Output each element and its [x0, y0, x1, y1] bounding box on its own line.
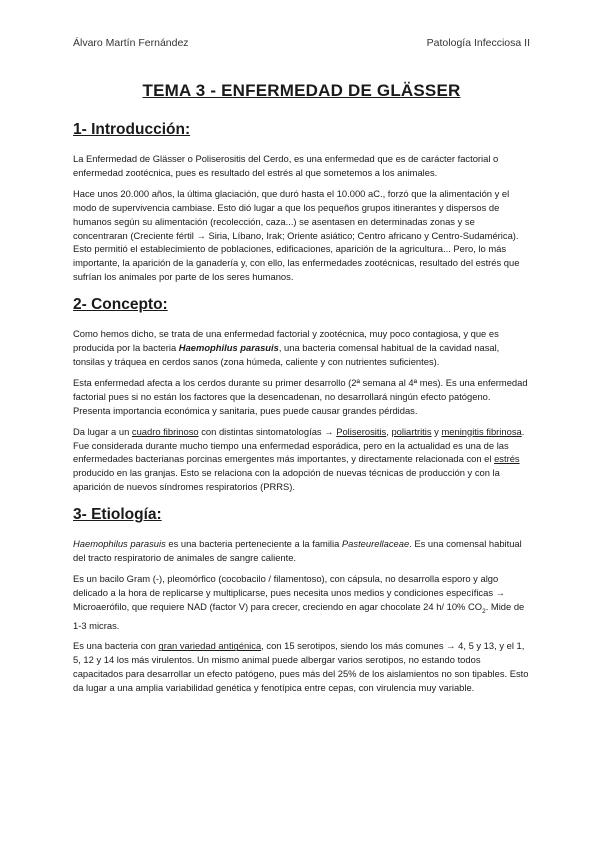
- bacteria-name: Haemophilus parasuis: [178, 342, 279, 354]
- underlined-term: meningitis fibrinosa: [441, 425, 522, 437]
- paragraph: La Enfermedad de Glässer o Poliserositis del Cerdo, es una enfermedad que es de carácter factorial o enfermedad zootécnica, pues es resultado del estrés al que sometemos a los animales.: [73, 153, 499, 178]
- running-header: [73, 37, 530, 49]
- paragraph: [73, 425, 530, 495]
- paragraph: [73, 639, 530, 695]
- text-run: , una bacteria comensal habitual de la cavidad nasal, tonsilas y tráquea en cerdos sanos (zona húmeda, caliente y con nutrientes suficientes).: [73, 342, 500, 367]
- text-run: Es un bacilo Gram (-), pleomórfico (cocobacilo / filamentoso), con cápsula, no desarrolla esporo y algo delicado a la hora de replicarse y multiplicarse, pues necesita unos medios y condiciones específicas → Microaerófilo, que requiere NAD (factor V) para crecer, creciendo en agar chocolate 24 h/ 10% CO: [73, 572, 505, 612]
- text-run: Da lugar a un: [73, 425, 132, 437]
- text-run: Es una bacteria con: [73, 640, 159, 652]
- underlined-term: poliartritis: [391, 425, 432, 437]
- text-run: con distintas sintomatologías →: [198, 425, 337, 437]
- header-course: Patología Infecciosa II: [426, 37, 530, 49]
- underlined-term: cuadro fibrinoso: [131, 425, 199, 437]
- paragraph: [73, 327, 530, 369]
- text-run: Como hemos dicho, se trata de una enfermedad factorial y zootécnica, muy poco contagiosa, y que es producida por la bacteria: [73, 328, 499, 354]
- text-run: y: [431, 425, 442, 437]
- underlined-term: Poliserositis: [336, 425, 387, 437]
- header-author: Álvaro Martín Fernández: [73, 37, 189, 49]
- section-introduccion: [73, 121, 530, 284]
- text-run: ,: [386, 425, 392, 437]
- section-concepto: [73, 296, 530, 494]
- section-heading: 2- Concepto:: [73, 296, 168, 314]
- family-name: Pasteurellaceae: [341, 538, 410, 550]
- bacteria-name: Haemophilus parasuis: [73, 538, 166, 550]
- text-run: . Fue considerada durante mucho tiempo una enfermedad esporádica, pero en la actualidad es una de las enfermedades bacterianas porcinas emergentes más importantes, y directamente relacionada con el: [73, 425, 525, 465]
- section-heading: 1- Introducción:: [73, 121, 191, 138]
- text-run: . Mide de 1-3 micras.: [73, 600, 525, 631]
- paragraph: [73, 537, 530, 565]
- text-run: producido en las granjas. Esto se relaciona con la adopción de nuevas técnicas de producción y con la aparición de nuevos síndromes respiratorios (PRRS).: [73, 467, 500, 493]
- text-run: es una bacteria perteneciente a la familia: [165, 538, 342, 550]
- section-heading: 3- Etiología:: [73, 506, 162, 524]
- underlined-term: gran variedad antigénica: [158, 640, 262, 652]
- section-etiologia: [73, 506, 530, 695]
- paragraph: [73, 572, 530, 633]
- paragraph: Hace unos 20.000 años, la última glaciación, que duró hasta el 10.000 aC., forzó que la alimentación y el modo de supervivencia cambiase. Esto dió lugar a que los pequeños grupos itinerantes y dispersos de humanos según su alimentación (recolección, caza...) se asentasen en determinadas zonas y se concentraran (Creciente fértil → Siria, Líbano, Irak; Oriente asiático; Centro africano y Centro-Sudamérica). Esto permitió el establecimiento de poblaciones, edificaciones, aparición de la agricultura... Pero, lo más importante, la aparición de la ganadería y, con ello, las enfermedades zootécnicas, resultado del estrés que sufrían los animales por parte de los seres humanos.: [73, 187, 520, 283]
- text-run: , con 15 serotipos, siendo los más comunes → 4, 5 y 13, y el 1, 5, 12 y 14 los más virulentos. Un mismo animal puede albergar varios serotipos, no estando todos capacitados para desarrollar un efecto patógeno, pues más del 25% de los aislamientos no son tipables. Esto da lugar a una amplia variabilidad genética y fenotípica entre cepas, con virulencia muy variable.: [73, 640, 529, 694]
- subscript: 2: [482, 607, 486, 615]
- paragraph: Esta enfermedad afecta a los cerdos durante su primer desarrollo (2ª semana al 4ª mes). Es una enfermedad factorial pues si no están los factores que la desencadenan, no desarrollará ningún efecto patógeno. Presenta importancia económica y sanitaria, pues puede causar grandes pérdidas.: [73, 376, 528, 416]
- document-title: TEMA 3 - ENFERMEDAD DE GLÄSSER: [142, 81, 461, 100]
- text-run: . Es una comensal habitual del tracto respiratorio de animales de sangre caliente.: [73, 538, 522, 564]
- underlined-term: estrés: [494, 453, 520, 465]
